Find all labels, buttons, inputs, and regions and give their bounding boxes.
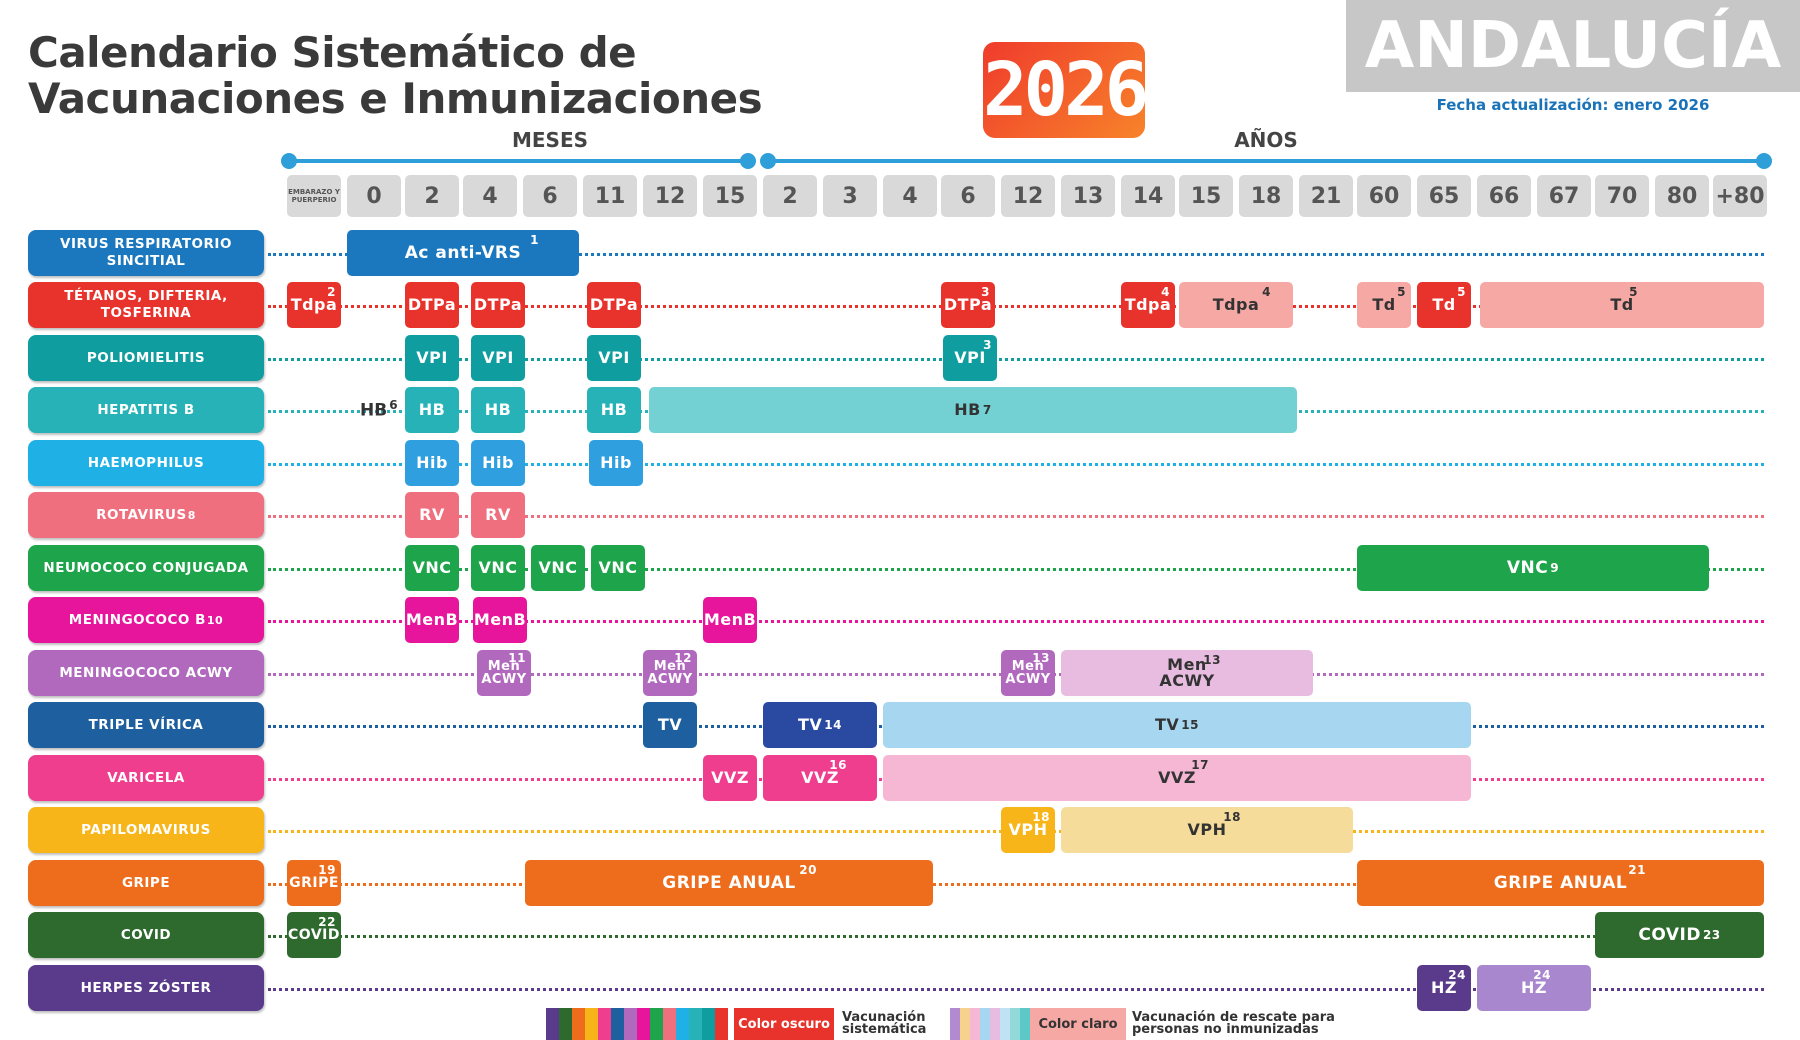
vaccine-bar-rv: RV bbox=[471, 492, 525, 538]
vaccine-bar-vph: VPH 18 bbox=[1001, 807, 1055, 853]
vaccine-bar-gripe-embarazo: GRIPE 19 bbox=[287, 860, 341, 906]
col-header: 70 bbox=[1595, 175, 1649, 217]
vaccine-bar-dtpa: DTPa bbox=[587, 282, 641, 328]
row-label-herpes-zoster: HERPES ZÓSTER bbox=[28, 965, 264, 1011]
vaccine-bar-vnc: VNC bbox=[591, 545, 645, 591]
legend-swatch bbox=[663, 1008, 676, 1040]
vaccine-bar-hib: Hib bbox=[589, 440, 643, 486]
vaccine-bar-vph-rescate: VPH 18 bbox=[1061, 807, 1353, 853]
col-header: 60 bbox=[1357, 175, 1411, 217]
vaccine-bar-td: Td 5 bbox=[1417, 282, 1471, 328]
legend-swatch bbox=[1020, 1008, 1030, 1040]
col-header: 67 bbox=[1537, 175, 1591, 217]
legend-dark-label: Color oscuro bbox=[734, 1008, 834, 1040]
years-axis-label: AÑOS bbox=[1234, 128, 1298, 152]
col-header: 6 bbox=[941, 175, 995, 217]
legend-dark-text: Vacunación sistemática bbox=[842, 1010, 927, 1037]
update-date: Fecha actualización: enero 2026 bbox=[1436, 96, 1710, 114]
page-title: Calendario Sistemático de Vacunaciones e Inmunizaciones bbox=[28, 28, 763, 123]
legend-swatch bbox=[980, 1008, 990, 1040]
row-line bbox=[268, 935, 1764, 938]
row-label-gripe: GRIPE bbox=[28, 860, 264, 906]
vaccine-bar-hb: HB bbox=[405, 387, 459, 433]
vaccine-bar-hib: Hib bbox=[405, 440, 459, 486]
legend-swatch bbox=[611, 1008, 624, 1040]
col-header: 15 bbox=[1179, 175, 1233, 217]
col-header: 12 bbox=[643, 175, 697, 217]
legend-swatch bbox=[624, 1008, 637, 1040]
axis-end-dot bbox=[1756, 153, 1772, 169]
col-header: 65 bbox=[1417, 175, 1471, 217]
axis-start-dot bbox=[281, 153, 297, 169]
legend-swatch bbox=[598, 1008, 611, 1040]
col-header: 13 bbox=[1061, 175, 1115, 217]
year-badge: 2026 bbox=[983, 42, 1145, 138]
row-label-covid: COVID bbox=[28, 912, 264, 958]
vaccine-bar-tv: TV bbox=[643, 702, 697, 748]
vaccine-bar-hb-rescate: HB 7 bbox=[649, 387, 1297, 433]
vaccine-bar-menb: MenB bbox=[703, 597, 757, 643]
vaccine-bar-vpi: VPI bbox=[471, 335, 525, 381]
vaccine-bar-menacwy: Men ACWY 11 bbox=[477, 650, 531, 696]
vaccine-bar-td-rescate: Td 5 bbox=[1480, 282, 1764, 328]
months-axis-line bbox=[290, 159, 748, 163]
legend-swatch bbox=[572, 1008, 585, 1040]
months-axis-label: MESES bbox=[511, 128, 589, 152]
col-header: 14 bbox=[1121, 175, 1175, 217]
col-header: 4 bbox=[883, 175, 937, 217]
vaccine-bar-hib: Hib bbox=[471, 440, 525, 486]
row-label-menacwy: MENINGOCOCO ACWY bbox=[28, 650, 264, 696]
vaccine-bar-dtpa: DTPa bbox=[405, 282, 459, 328]
col-header: 2 bbox=[763, 175, 817, 217]
vaccine-bar-vvz: VVZ 16 bbox=[763, 755, 877, 801]
years-axis-line bbox=[768, 159, 1764, 163]
legend-swatch bbox=[650, 1008, 663, 1040]
vaccine-bar-vnc-adultos: VNC 9 bbox=[1357, 545, 1709, 591]
vaccine-bar-hz-rescate: HZ 24 bbox=[1477, 965, 1591, 1011]
col-header: 4 bbox=[463, 175, 517, 217]
vaccine-bar-menacwy-rescate: Men ACWY 13 bbox=[1061, 650, 1313, 696]
vaccine-bar-vnc: VNC bbox=[471, 545, 525, 591]
legend-swatch bbox=[702, 1008, 715, 1040]
legend-swatch bbox=[1010, 1008, 1020, 1040]
legend-swatch bbox=[689, 1008, 702, 1040]
col-header: 66 bbox=[1477, 175, 1531, 217]
row-label-polio: POLIOMIELITIS bbox=[28, 335, 264, 381]
vaccine-bar-menb: MenB bbox=[405, 597, 459, 643]
vaccine-bar-menb: MenB bbox=[473, 597, 527, 643]
row-label-neumococo: NEUMOCOCO CONJUGADA bbox=[28, 545, 264, 591]
vaccine-bar-menacwy: Men ACWY 12 bbox=[643, 650, 697, 696]
row-label-hib: HAEMOPHILUS bbox=[28, 440, 264, 486]
legend-swatch bbox=[990, 1008, 1000, 1040]
vaccine-bar-tv: TV 14 bbox=[763, 702, 877, 748]
vaccine-bar-tdpa-rescate: Tdpa 4 bbox=[1179, 282, 1293, 328]
vaccine-bar-dtpa: DTPa bbox=[471, 282, 525, 328]
years-start-dot bbox=[760, 153, 776, 169]
col-embarazo: EMBARAZO Y PUERPERIO bbox=[287, 175, 341, 217]
vaccine-bar-vpi: VPI bbox=[405, 335, 459, 381]
vaccine-bar-covid: COVID 23 bbox=[1595, 912, 1764, 958]
col-header: 2 bbox=[405, 175, 459, 217]
legend-swatch bbox=[970, 1008, 980, 1040]
legend-swatch bbox=[585, 1008, 598, 1040]
legend-swatch bbox=[960, 1008, 970, 1040]
vaccine-bar-covid-embarazo: COVID 22 bbox=[287, 912, 341, 958]
vaccine-bar-dtpa: DTPa 3 bbox=[941, 282, 995, 328]
vaccine-bar-vrs: Ac anti-VRS 1 bbox=[347, 230, 579, 276]
vaccine-bar-vpi: VPI 3 bbox=[943, 335, 997, 381]
vaccine-bar-vvz: VVZ bbox=[703, 755, 757, 801]
vaccine-bar-vvz-rescate: VVZ 17 bbox=[883, 755, 1471, 801]
legend-dark-swatches bbox=[546, 1008, 728, 1040]
vaccine-bar-hb: HB bbox=[471, 387, 525, 433]
legend-swatch bbox=[546, 1008, 559, 1040]
row-label-varicela: VARICELA bbox=[28, 755, 264, 801]
col-header: 6 bbox=[523, 175, 577, 217]
vaccine-bar-gripe-anual: GRIPE ANUAL 21 bbox=[1357, 860, 1764, 906]
row-label-rotavirus: ROTAVIRUS 8 bbox=[28, 492, 264, 538]
row-label-vrs: VIRUS RESPIRATORIO SINCITIAL bbox=[28, 230, 264, 276]
col-header: 18 bbox=[1239, 175, 1293, 217]
row-label-hepb: HEPATITIS B bbox=[28, 387, 264, 433]
legend-swatch bbox=[559, 1008, 572, 1040]
col-header: 80 bbox=[1655, 175, 1709, 217]
legend-swatch bbox=[715, 1008, 728, 1040]
region-banner: ANDALUCÍA bbox=[1346, 0, 1800, 92]
row-label-menb: MENINGOCOCO B 10 bbox=[28, 597, 264, 643]
col-header: 15 bbox=[703, 175, 757, 217]
legend-light-swatches bbox=[950, 1008, 1030, 1040]
vaccine-bar-vpi: VPI bbox=[587, 335, 641, 381]
legend-swatch bbox=[676, 1008, 689, 1040]
vaccine-bar-hz: HZ 24 bbox=[1417, 965, 1471, 1011]
col-header: 11 bbox=[583, 175, 637, 217]
row-label-papilomavirus: PAPILOMAVIRUS bbox=[28, 807, 264, 853]
vaccine-bar-tv-rescate: TV 15 bbox=[883, 702, 1471, 748]
vaccine-bar-tdpa: Tdpa 2 bbox=[287, 282, 341, 328]
col-header: 12 bbox=[1001, 175, 1055, 217]
col-header: 0 bbox=[347, 175, 401, 217]
vaccine-bar-hb: HB bbox=[587, 387, 641, 433]
vaccine-bar-gripe-anual: GRIPE ANUAL 20 bbox=[525, 860, 933, 906]
vaccine-bar-vnc: VNC bbox=[405, 545, 459, 591]
vaccine-bar-tdpa: Tdpa 4 bbox=[1121, 282, 1175, 328]
col-header: +80 bbox=[1713, 175, 1767, 217]
vaccine-bar-menacwy: Men ACWY 13 bbox=[1001, 650, 1055, 696]
legend-light-text: Vacunación de rescate para personas no inmunizadas bbox=[1132, 1010, 1335, 1037]
legend-light-label: Color claro bbox=[1030, 1008, 1126, 1040]
vaccine-bar-td-rescate: Td 5 bbox=[1357, 282, 1411, 328]
hb-embarazo-label: HB $^6$ bbox=[360, 398, 398, 421]
legend-swatch bbox=[1000, 1008, 1010, 1040]
row-label-triple-virica: TRIPLE VÍRICA bbox=[28, 702, 264, 748]
legend-swatch bbox=[637, 1008, 650, 1040]
col-header: 3 bbox=[823, 175, 877, 217]
legend-swatch bbox=[950, 1008, 960, 1040]
col-header: 21 bbox=[1299, 175, 1353, 217]
row-label-dtp: TÉTANOS, DIFTERIA, TOSFERINA bbox=[28, 282, 264, 328]
vaccine-bar-vnc: VNC bbox=[531, 545, 585, 591]
vaccine-bar-rv: RV bbox=[405, 492, 459, 538]
months-end-dot bbox=[740, 153, 756, 169]
